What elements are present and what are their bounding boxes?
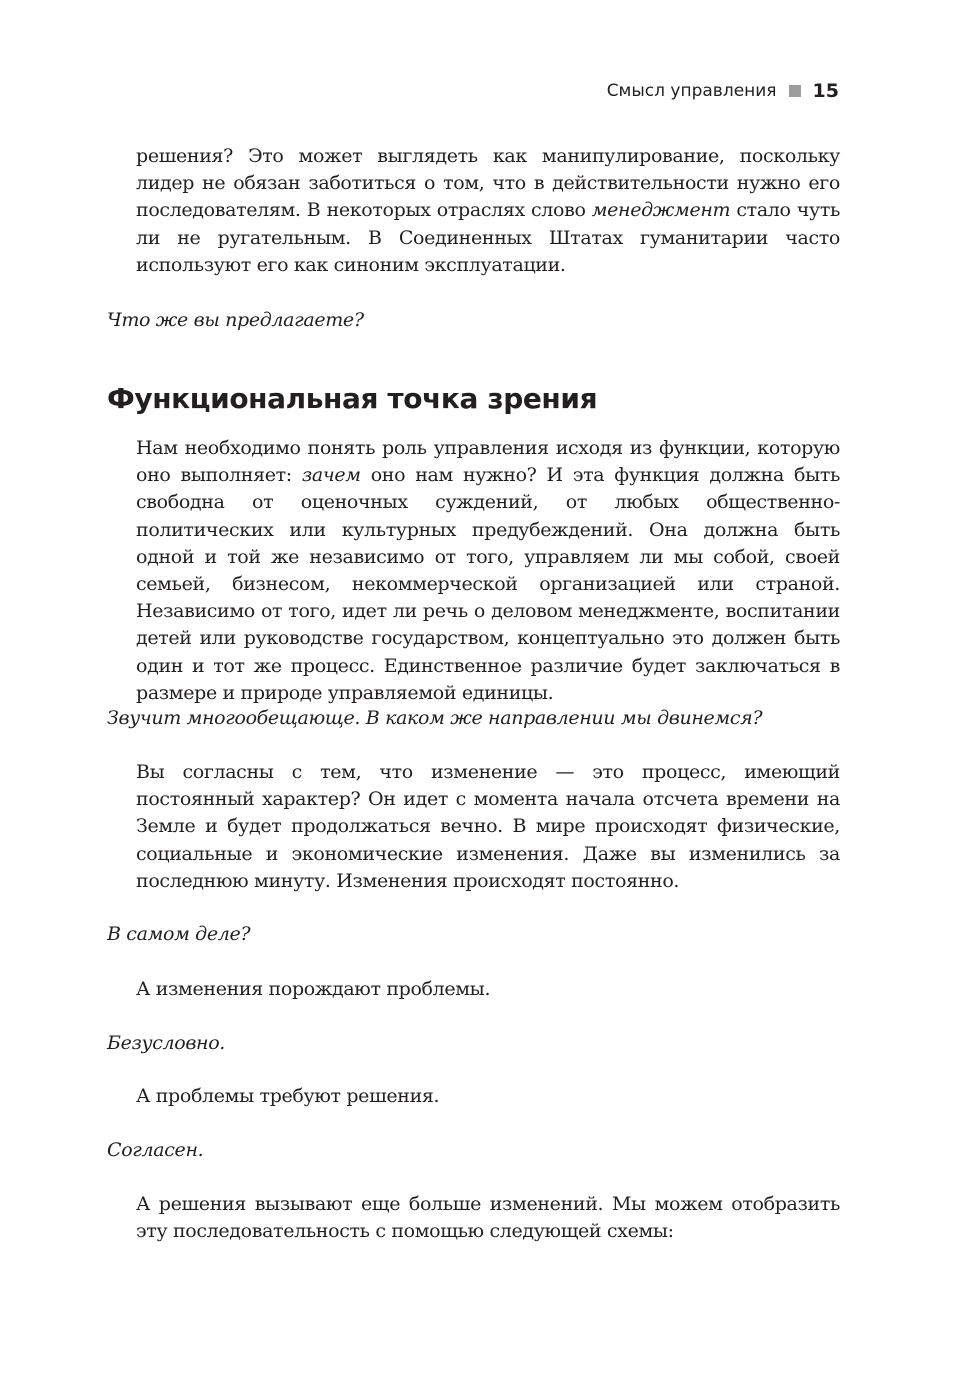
question-4: Безусловно. (107, 1032, 225, 1054)
paragraph-2-emphasis: зачем (301, 464, 361, 487)
paragraph-2 (136, 435, 840, 707)
section-heading: Функциональная точка зрения (107, 382, 598, 415)
paragraph-1-text-a: решения? Это может выглядеть как манипулирование, поскольку лидер не обязан заботиться о том, что в действительности нужно его последователям. В некоторых отраслях слово (136, 145, 840, 222)
paragraph-2-text-b: оно нам нужно? И эта функция должна быть свободна от оценочных суждений, от любых общественно-политических или культурных предубеждений. Она должна быть одной и той же независимо от того, управляем ли мы собой, своей семьей, бизнесом, некоммерческой организацией или страной. Независимо от того, идет ли речь о деловом менеджменте, воспитании детей или руководстве государством, концептуально это должен быть один и тот же процесс. Единственное различие будет заключаться в размере и природе управляемой единицы. (136, 464, 840, 704)
question-5: Согласен. (107, 1139, 204, 1161)
paragraph-3: Вы согласны с тем, что изменение — это процесс, имеющий постоянный характер? Он идет с момента начала отсчета времени на Земле и будет продолжаться вечно. В мире происходят физические, социальные и экономические изменения. Даже вы изменились за последнюю минуту. Изменения происходят постоянно. (136, 761, 840, 892)
paragraph-6: А решения вызывают еще больше изменений. Мы можем отобразить эту последовательность с помощью следующей схемы: (136, 1193, 840, 1243)
chapter-title: Смысл управления (606, 81, 777, 101)
running-header (607, 80, 839, 102)
question-3: В самом деле? (107, 923, 251, 945)
paragraph-1-emphasis: менеджмент (591, 199, 731, 222)
paragraph-4: А изменения порождают проблемы. (136, 978, 491, 1000)
question-1: Что же вы предлагаете? (107, 309, 364, 331)
paragraph-5: А проблемы требуют решения. (136, 1085, 440, 1107)
page-number: 15 (812, 80, 839, 102)
question-2: Звучит многообещающе. В каком же направлении мы двинемся? (107, 707, 763, 729)
paragraph-1 (136, 143, 840, 279)
paragraph-2-text-a: Нам необходимо понять роль управления исходя из функции, которую оно выполняет: (136, 437, 840, 487)
square-separator-icon (789, 85, 801, 97)
paragraph-1-text-b: стало чуть ли не ругательным. В Соединенных Штатах гуманитарии часто используют его как синоним эксплуатации. (136, 199, 840, 276)
